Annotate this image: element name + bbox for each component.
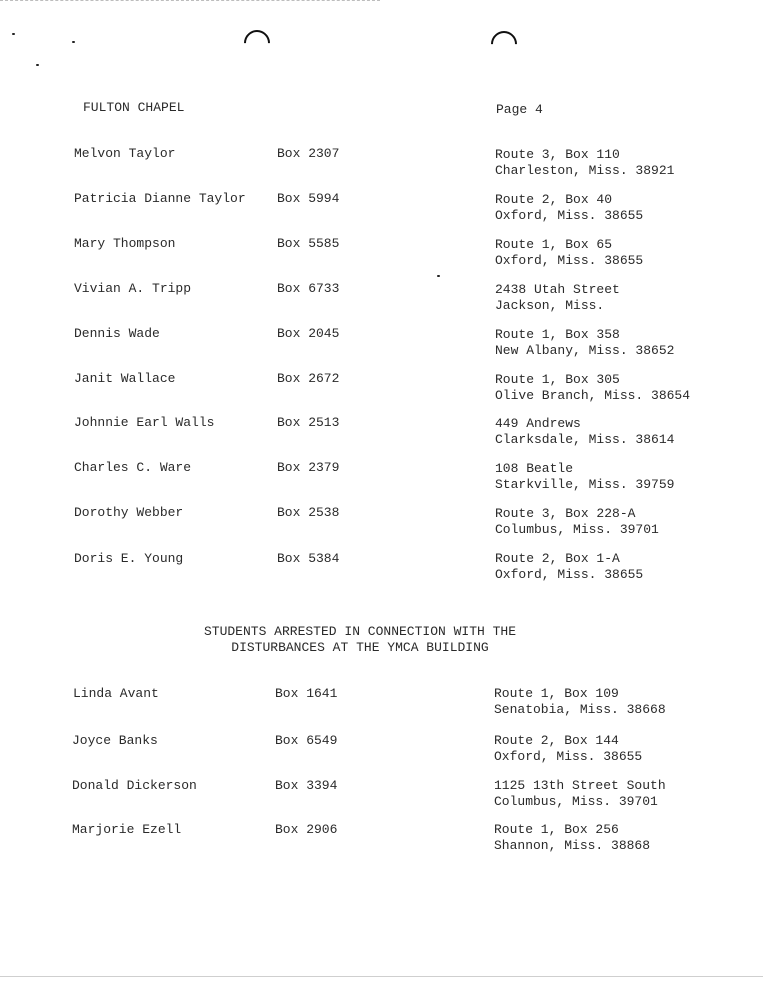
box-number: Box 2672: [277, 371, 340, 386]
ink-speck: [437, 275, 440, 277]
address-line-2: Charleston, Miss. 38921: [495, 163, 675, 178]
address-line-1: Route 1, Box 256: [494, 822, 619, 837]
student-name: Vivian A. Tripp: [74, 281, 192, 296]
section-heading-line-2: DISTURBANCES AT THE YMCA BUILDING: [231, 640, 489, 655]
home-address: [495, 327, 674, 359]
home-address: [494, 686, 666, 718]
address-line-1: Route 2, Box 1-A: [495, 551, 620, 566]
home-address: [495, 147, 674, 179]
box-number: Box 3394: [275, 778, 338, 793]
box-number: Box 2045: [277, 326, 340, 341]
address-line-2: New Albany, Miss. 38652: [495, 343, 675, 358]
student-name: Dorothy Webber: [74, 505, 184, 520]
box-number: Box 2379: [277, 460, 340, 475]
binder-hole-left-icon: [239, 25, 276, 62]
box-number: Box 5384: [277, 551, 340, 566]
address-line-2: Oxford, Miss. 38655: [495, 567, 644, 582]
box-number: Box 2513: [277, 415, 340, 430]
bottom-page-edge: [0, 976, 763, 977]
box-number: Box 5585: [277, 236, 340, 251]
section-heading-line-1: STUDENTS ARRESTED IN CONNECTION WITH THE: [203, 624, 517, 639]
box-number: Box 2307: [277, 146, 340, 161]
box-number: Box 2538: [277, 505, 340, 520]
page-header-title: FULTON CHAPEL: [83, 100, 185, 115]
address-line-2: Clarksdale, Miss. 38614: [495, 432, 675, 447]
address-line-1: Route 1, Box 109: [494, 686, 619, 701]
home-address: [494, 822, 650, 854]
student-name: Joyce Banks: [72, 733, 158, 748]
address-line-1: 2438 Utah Street: [495, 282, 620, 297]
binder-hole-right-icon: [486, 26, 523, 63]
home-address: [495, 551, 643, 583]
section-heading: [120, 624, 600, 656]
address-line-2: Senatobia, Miss. 38668: [494, 702, 666, 717]
top-dashed-edge: [0, 0, 380, 1]
address-line-2: Columbus, Miss. 39701: [495, 522, 659, 537]
address-line-1: Route 1, Box 358: [495, 327, 620, 342]
list-item: [0, 371, 763, 407]
home-address: [494, 778, 666, 810]
student-name: Janit Wallace: [74, 371, 176, 386]
address-line-1: Route 2, Box 144: [494, 733, 619, 748]
student-name: Johnnie Earl Walls: [74, 415, 215, 430]
ink-speck: [36, 64, 39, 66]
address-line-1: 1125 13th Street South: [494, 778, 666, 793]
box-number: Box 6733: [277, 281, 340, 296]
box-number: Box 1641: [275, 686, 338, 701]
home-address: [494, 733, 642, 765]
ink-speck: [12, 33, 15, 35]
student-name: Linda Avant: [73, 686, 159, 701]
list-item: [0, 415, 763, 451]
list-item: [0, 460, 763, 496]
list-item: [0, 778, 763, 814]
home-address: [495, 192, 643, 224]
home-address: [495, 416, 674, 448]
page-number: Page 4: [496, 102, 543, 117]
list-item: [0, 146, 763, 182]
list-item: [0, 326, 763, 362]
list-item: [0, 191, 763, 227]
home-address: [495, 461, 674, 493]
address-line-2: Columbus, Miss. 39701: [494, 794, 658, 809]
list-item: [0, 505, 763, 541]
address-line-2: Oxford, Miss. 38655: [495, 253, 644, 268]
home-address: [495, 372, 690, 404]
student-name: Mary Thompson: [74, 236, 176, 251]
address-line-1: Route 3, Box 228-A: [495, 506, 636, 521]
student-name: Donald Dickerson: [72, 778, 197, 793]
student-name: Dennis Wade: [74, 326, 160, 341]
student-name: Melvon Taylor: [74, 146, 176, 161]
box-number: Box 2906: [275, 822, 338, 837]
ink-speck: [72, 41, 75, 43]
address-line-1: 108 Beatle: [495, 461, 574, 476]
home-address: [495, 282, 620, 314]
box-number: Box 5994: [277, 191, 340, 206]
student-name: Marjorie Ezell: [72, 822, 182, 837]
home-address: [495, 237, 643, 269]
address-line-2: Starkville, Miss. 39759: [495, 477, 675, 492]
student-name: Doris E. Young: [74, 551, 184, 566]
address-line-1: Route 1, Box 65: [495, 237, 613, 252]
address-line-1: Route 3, Box 110: [495, 147, 620, 162]
address-line-2: Oxford, Miss. 38655: [494, 749, 643, 764]
address-line-2: Jackson, Miss.: [495, 298, 605, 313]
box-number: Box 6549: [275, 733, 338, 748]
address-line-1: 449 Andrews: [495, 416, 581, 431]
address-line-2: Oxford, Miss. 38655: [495, 208, 644, 223]
list-item: [0, 281, 763, 317]
home-address: [495, 506, 659, 538]
student-name: Charles C. Ware: [74, 460, 192, 475]
list-item: [0, 236, 763, 272]
address-line-1: Route 2, Box 40: [495, 192, 613, 207]
list-item: [0, 733, 763, 769]
address-line-2: Olive Branch, Miss. 38654: [495, 388, 691, 403]
list-item: [0, 551, 763, 587]
student-name: Patricia Dianne Taylor: [74, 191, 246, 206]
list-item: [0, 686, 763, 722]
list-item: [0, 822, 763, 858]
address-line-1: Route 1, Box 305: [495, 372, 620, 387]
address-line-2: Shannon, Miss. 38868: [494, 838, 651, 853]
